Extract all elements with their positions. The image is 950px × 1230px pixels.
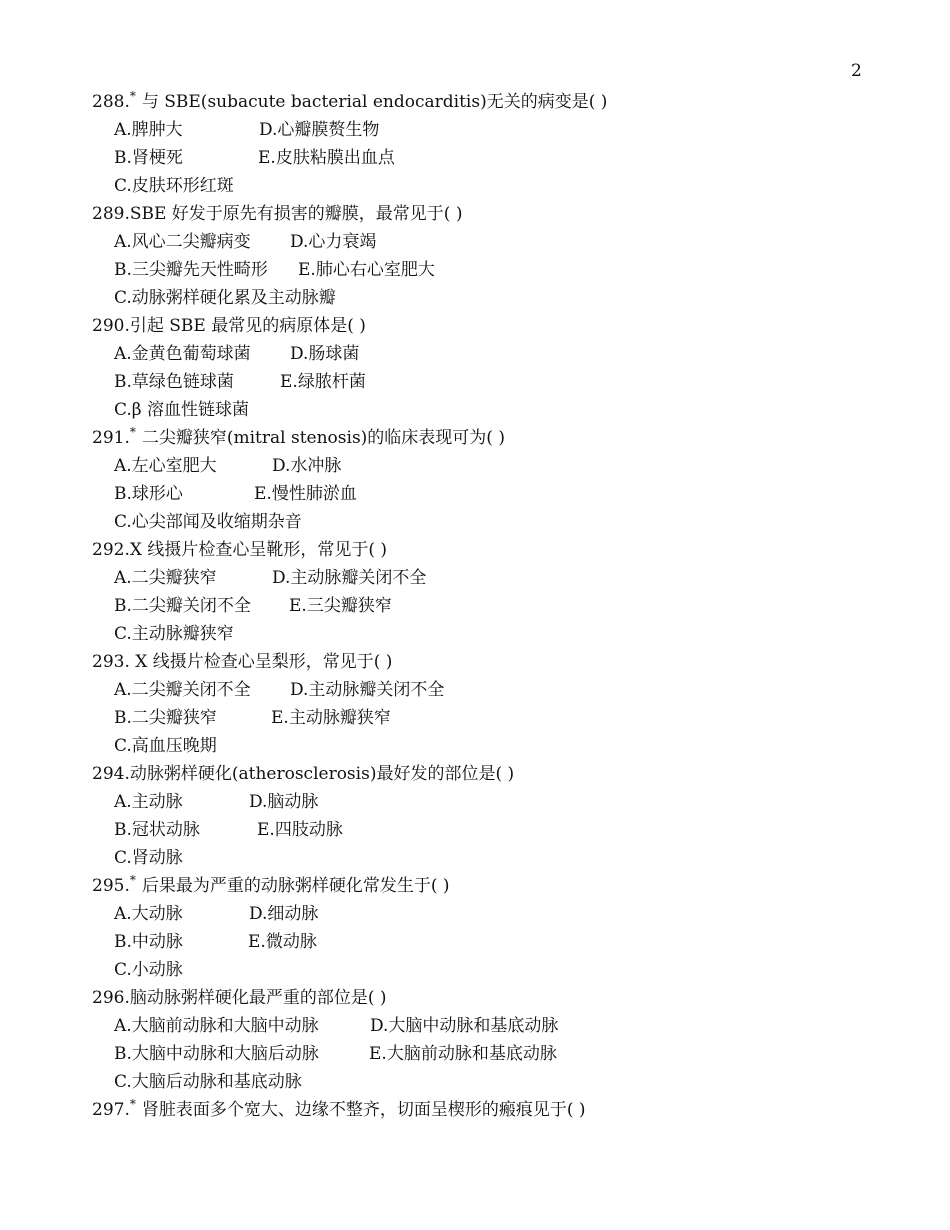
option-b: B.草绿色链球菌 [114, 372, 234, 392]
option-row [92, 116, 892, 144]
option-b: B.大脑中动脉和大脑后动脉 [114, 1044, 319, 1064]
option-d: D.心瓣膜赘生物 [259, 120, 380, 140]
option-row [92, 844, 892, 872]
option-row [92, 592, 892, 620]
question-296 [92, 984, 892, 1012]
option-e: E.四肢动脉 [257, 820, 343, 840]
question-text: 动脉粥样硬化(atherosclerosis)最好发的部位是( ) [129, 764, 515, 784]
question-290 [92, 312, 892, 340]
option-c: C.肾动脉 [114, 848, 183, 868]
option-row [92, 956, 892, 984]
option-row [92, 480, 892, 508]
star-mark: * [129, 425, 136, 440]
option-e: E.慢性肺淤血 [254, 484, 357, 504]
option-row [92, 676, 892, 704]
option-e: E.绿脓杆菌 [280, 372, 366, 392]
question-number: 292. [92, 540, 130, 560]
option-row [92, 816, 892, 844]
question-number: 291. [92, 428, 130, 448]
question-number: 296. [92, 988, 130, 1008]
option-d: D.心力衰竭 [290, 232, 377, 252]
option-row [92, 284, 892, 312]
option-b: B.二尖瓣关闭不全 [114, 596, 251, 616]
option-e: E.微动脉 [248, 932, 317, 952]
option-c: C.心尖部闻及收缩期杂音 [114, 512, 302, 532]
option-b: B.二尖瓣狭窄 [114, 708, 217, 728]
option-row [92, 564, 892, 592]
question-291 [92, 424, 892, 452]
question-number: 295. [92, 876, 130, 896]
star-mark: * [129, 873, 136, 888]
option-a: A.金黄色葡萄球菌 [114, 344, 251, 364]
question-number: 288. [92, 92, 130, 112]
option-a: A.二尖瓣狭窄 [114, 568, 217, 588]
option-row [92, 508, 892, 536]
question-number: 294. [92, 764, 130, 784]
option-row [92, 732, 892, 760]
question-number: 289. [92, 204, 130, 224]
option-d: D.细动脉 [249, 904, 319, 924]
option-row [92, 340, 892, 368]
question-list [92, 88, 892, 1124]
option-c: C.高血压晚期 [114, 736, 217, 756]
option-e: E.主动脉瓣狭窄 [271, 708, 391, 728]
option-a: A.风心二尖瓣病变 [114, 232, 251, 252]
question-294 [92, 760, 892, 788]
option-c: C.动脉粥样硬化累及主动脉瓣 [114, 288, 336, 308]
question-number: 297. [92, 1100, 130, 1120]
option-row [92, 368, 892, 396]
option-d: D.脑动脉 [249, 792, 319, 812]
question-293 [92, 648, 892, 676]
option-b: B.中动脉 [114, 932, 183, 952]
option-d: D.肠球菌 [290, 344, 360, 364]
option-row [92, 172, 892, 200]
option-e: E.三尖瓣狭窄 [289, 596, 392, 616]
question-text: 二尖瓣狭窄(mitral stenosis)的临床表现可为( ) [141, 428, 505, 448]
question-289 [92, 200, 892, 228]
option-e: E.肺心右心室肥大 [298, 260, 435, 280]
option-a: A.左心室肥大 [114, 456, 217, 476]
option-row [92, 396, 892, 424]
question-295 [92, 872, 892, 900]
question-text: X 线摄片检查心呈靴形，常见于( ) [129, 540, 388, 560]
question-text: 引起 SBE 最常见的病原体是( ) [129, 316, 366, 336]
option-row [92, 788, 892, 816]
option-d: D.主动脉瓣关闭不全 [290, 680, 445, 700]
question-text: 脑动脉粥样硬化最严重的部位是( ) [129, 988, 387, 1008]
option-e: E.皮肤粘膜出血点 [258, 148, 395, 168]
option-row [92, 1012, 892, 1040]
option-row [92, 900, 892, 928]
question-text: 肾脏表面多个宽大、边缘不整齐，切面呈楔形的瘢痕见于( ) [141, 1100, 586, 1120]
option-row [92, 704, 892, 732]
page-number: 2 [851, 61, 862, 81]
question-number: 290. [92, 316, 130, 336]
option-c: C.小动脉 [114, 960, 183, 980]
option-b: B.球形心 [114, 484, 183, 504]
option-row [92, 452, 892, 480]
question-text: 后果最为严重的动脉粥样硬化常发生于( ) [141, 876, 450, 896]
option-row [92, 620, 892, 648]
option-c: C.主动脉瓣狭窄 [114, 624, 234, 644]
option-a: A.脾肿大 [114, 120, 183, 140]
option-b: B.三尖瓣先天性畸形 [114, 260, 268, 280]
option-d: D.水冲脉 [272, 456, 342, 476]
option-c: C.β 溶血性链球菌 [114, 400, 250, 420]
question-text: SBE 好发于原先有损害的瓣膜，最常见于( ) [129, 204, 463, 224]
option-a: A.大动脉 [114, 904, 183, 924]
option-b: B.肾梗死 [114, 148, 183, 168]
star-mark: * [129, 89, 136, 104]
question-292 [92, 536, 892, 564]
option-row [92, 1068, 892, 1096]
option-a: A.二尖瓣关闭不全 [114, 680, 251, 700]
option-row [92, 228, 892, 256]
question-297 [92, 1096, 892, 1124]
question-288 [92, 88, 892, 116]
star-mark: * [129, 1097, 136, 1112]
option-row [92, 256, 892, 284]
option-a: A.大脑前动脉和大脑中动脉 [114, 1016, 319, 1036]
option-row [92, 144, 892, 172]
option-a: A.主动脉 [114, 792, 183, 812]
question-number: 293. [92, 652, 130, 672]
option-row [92, 1040, 892, 1068]
question-text: X 线摄片检查心呈梨形，常见于( ) [129, 652, 393, 672]
option-row [92, 928, 892, 956]
question-text: 与 SBE(subacute bacterial endocarditis)无关的病变是( ) [141, 92, 608, 112]
option-d: D.主动脉瓣关闭不全 [272, 568, 427, 588]
option-c: C.皮肤环形红斑 [114, 176, 234, 196]
option-d: D.大脑中动脉和基底动脉 [370, 1016, 559, 1036]
option-e: E.大脑前动脉和基底动脉 [369, 1044, 557, 1064]
option-c: C.大脑后动脉和基底动脉 [114, 1072, 302, 1092]
option-b: B.冠状动脉 [114, 820, 200, 840]
